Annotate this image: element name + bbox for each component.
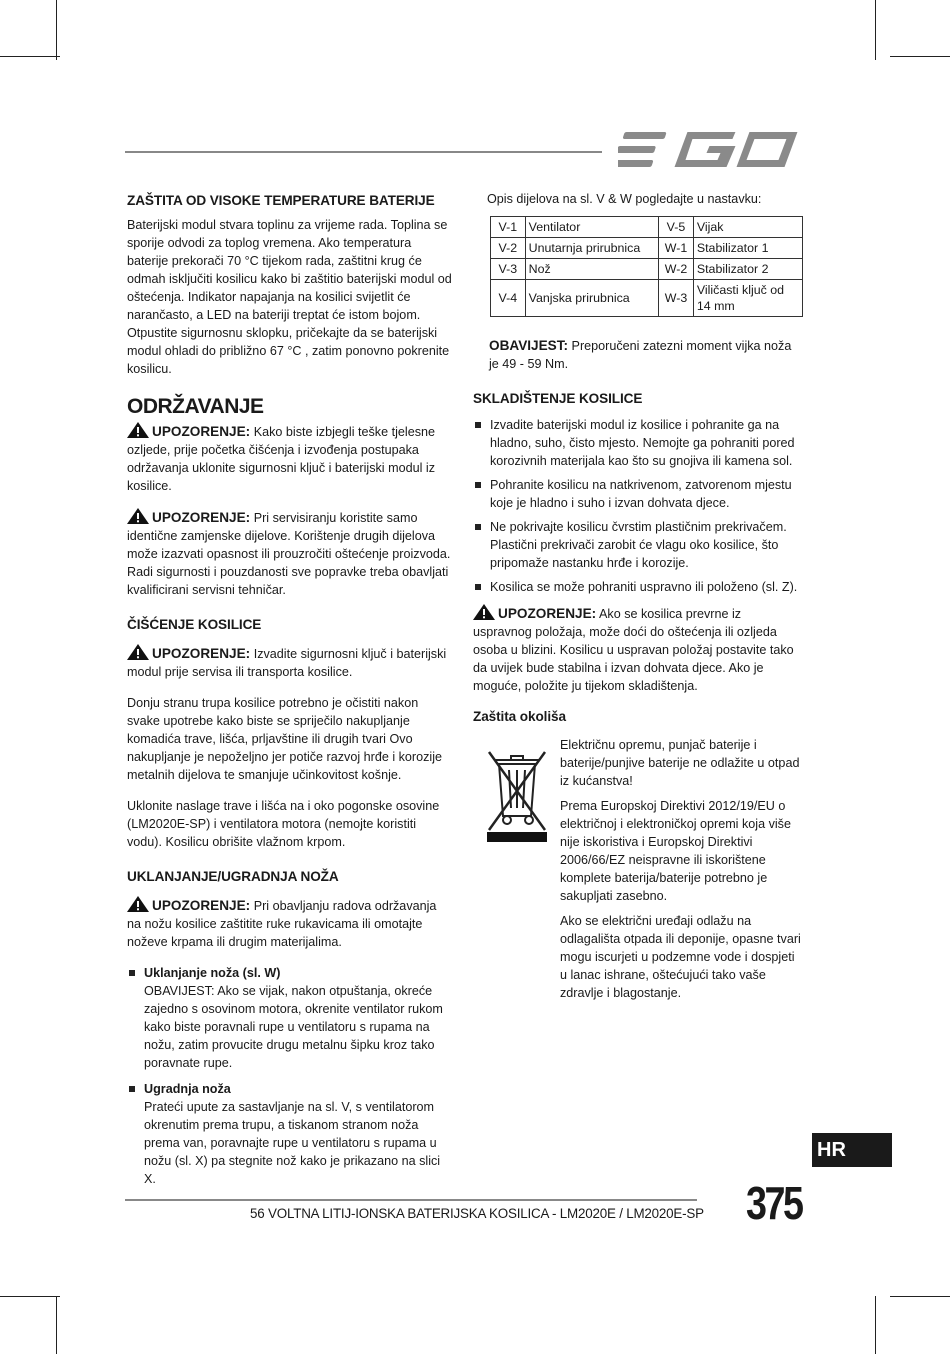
left-column <box>127 192 453 1196</box>
crop-mark <box>875 1296 876 1354</box>
section-title: ČIŠĆENJE KOSILICE <box>127 617 262 632</box>
crop-mark <box>0 1296 60 1297</box>
environment-text <box>560 736 805 1009</box>
table-cell: Viličasti ključ od 14 mm <box>693 280 802 317</box>
warning-icon <box>127 896 149 912</box>
table-cell: Vanjska prirubnica <box>525 280 658 317</box>
table-cell: W-2 <box>659 259 694 280</box>
table-cell: W-1 <box>659 238 694 259</box>
environment-block <box>473 736 803 1006</box>
notice-label: OBAVIJEST: <box>489 338 569 353</box>
warning-text: Ako se kosilica prevrne iz uspravnog položaja, može doći do oštećenja ili ozljeda osoba u blizini. Kosilicu u uspravan položaj postavite tako da uvijek bude stabilna i izvan dohvata djece. Ako je moguće, položite ju tijekom skladištenja. <box>473 607 794 693</box>
section-title: UKLANJANJE/UGRADNJA NOŽA <box>127 869 339 884</box>
table-cell: V-2 <box>491 238 526 259</box>
table-cell: V-5 <box>659 217 694 238</box>
crop-mark <box>890 1296 950 1297</box>
list-item: Izvadite baterijski modul iz kosilice i pohranite ga na hladno, suho, čisto mjesto. Nemojte ga pohraniti pored korozivnih materijala kao što su gnojiva ili kamena sol. <box>473 416 803 470</box>
warning-text: Kako biste izbjegli teške tjelesne ozljede, prije početka čišćenja i izvođenja postupaka održavanja uklonite sigurnosni ključ i baterijski modul iz kosilice. <box>127 425 436 493</box>
header-rule <box>125 151 602 153</box>
step-heading: Ugradnja noža <box>144 1082 231 1096</box>
paragraph: Uklonite naslage trave i lišća na i oko pogonske osovine (LM2020E-SP) i ventilatora motora (nemojte koristiti vodu). Kosilicu obrišite vlažnom krpom. <box>127 799 440 849</box>
paragraph: Baterijski modul stvara toplinu za vrijeme rada. Toplina se sporije odvodi za toplog vremena. Ako temperatura baterije prekorači 70 °C tijekom rada, zaštitni krug će odmah isključiti kosilicu kako bi zaštitio baterijski modul od oštećenja. Indikator napajanja na kosilici svijetlit će narančasto, a LED na bateriji treptat će istom bojom. Otpustite sigurnosnu sklopku, pričekajte da se baterijski modul ohladi do približno 67 °C , zatim ponovno pokrenite kosilicu. <box>127 218 452 376</box>
section-heading: ODRŽAVANJE <box>127 395 264 418</box>
ego-logo <box>618 128 800 172</box>
warning-paragraph <box>127 508 453 599</box>
paragraph: Donju stranu trupa kosilice potrebno je očistiti nakon svake upotrebe kako biste se spriječilo nakupljanje komadića trave, lišća, prljavštine ili drugih tvari Ovo nakupljanje je nepoželjno jer potiče razvoj hrđe i korozije metalnih dijelova te smanjuje učinkovitost košnje. <box>127 696 443 782</box>
table-cell: V-4 <box>491 280 526 317</box>
warning-paragraph <box>473 604 803 695</box>
crop-mark <box>56 1296 57 1354</box>
table-row <box>491 259 803 280</box>
section-title: Zaštita okoliša <box>473 709 566 724</box>
warning-icon <box>127 422 149 438</box>
list-item <box>127 1080 453 1188</box>
notice-paragraph <box>473 337 803 373</box>
page-number: 375 <box>746 1177 802 1229</box>
warning-label: UPOZORENJE: <box>152 424 251 439</box>
table-cell: Nož <box>525 259 658 280</box>
table-cell: V-3 <box>491 259 526 280</box>
table-cell: V-1 <box>491 217 526 238</box>
language-badge: HR <box>812 1133 892 1167</box>
section-title: SKLADIŠTENJE KOSILICE <box>473 391 643 406</box>
warning-icon <box>127 508 149 524</box>
table-cell: Vijak <box>693 217 802 238</box>
crop-mark <box>875 0 876 60</box>
warning-label: UPOZORENJE: <box>152 510 251 525</box>
crop-mark <box>0 56 60 57</box>
warning-icon <box>127 644 149 660</box>
warning-label: UPOZORENJE: <box>152 898 251 913</box>
footer-rule <box>125 1199 697 1201</box>
right-column <box>473 190 803 1006</box>
step-text: Prateći upute za sastavljanje na sl. V, s ventilatorom okrenutim prema trupu, a tiskanom stranom noža prema van, poravnajte rupe u ventilatoru s rupama u nožu (sl. X) pa stegnite nož kako je prikazano na slici X. <box>144 1100 441 1186</box>
warning-text: Pri obavljanju radova održavanja na nožu kosilice zaštitite ruke rukavicama ili omotajte noževe krpama ili drugim materijalima. <box>127 899 437 949</box>
step-text: OBAVIJEST: Ako se vijak, nakon otpuštanja, okreće zajedno s osovinom motora, okrenite ventilator rukom kako biste poravnali rupe u ventilatoru s rupama na nožu, zatim provucite drugu metalnu šipku kroz tako poravnate rupe. <box>144 984 443 1070</box>
paragraph: Prema Europskoj Direktivi 2012/19/EU o električnoj i elektroničkoj opremi koja više nije iskoristiva i Europskoj Direktivi 2006/66/EZ neispravne ili iskorištene komplete baterija/baterije potrebno je sakupljati zasebno. <box>560 799 791 903</box>
step-heading: Uklanjanje noža (sl. W) <box>144 966 281 980</box>
table-cell: Unutarnja prirubnica <box>525 238 658 259</box>
warning-paragraph <box>127 644 453 681</box>
notice-text: Preporučeni zatezni moment vijka noža je 49 - 59 Nm. <box>489 339 792 371</box>
warning-label: UPOZORENJE: <box>498 606 597 621</box>
warning-label: UPOZORENJE: <box>152 646 251 661</box>
crossed-out-bin-icon <box>485 746 549 842</box>
table-cell: Stabilizator 2 <box>693 259 802 280</box>
crop-mark <box>56 0 57 60</box>
storage-list <box>473 416 803 596</box>
table-row <box>491 217 803 238</box>
parts-intro: Opis dijelova na sl. V & W pogledajte u nastavku: <box>487 192 762 206</box>
footer-product-title: 56 VOLTNA LITIJ-IONSKA BATERIJSKA KOSILICA - LM2020E / LM2020E-SP <box>250 1206 704 1221</box>
paragraph: Ako se električni uređaji odlažu na odlagališta otpada ili deponije, opasne tvari mogu iscurjeti u podzemne vode i dospjeti u lanac ishrane, oštećujući tako vaše zdravlje i blagostanje. <box>560 914 801 1000</box>
list-item: Pohranite kosilicu na natkrivenom, zatvorenom mjestu koje je hladno i suho i izvan dohvata djece. <box>473 476 803 512</box>
list-item <box>127 964 453 1072</box>
warning-icon <box>473 604 495 620</box>
parts-table <box>490 216 803 317</box>
list-item: Kosilica se može pohraniti uspravno ili položeno (sl. Z). <box>473 578 803 596</box>
crop-mark <box>890 56 950 57</box>
table-cell: W-3 <box>659 280 694 317</box>
warning-paragraph <box>127 896 453 951</box>
paragraph: Električnu opremu, punjač baterije i baterije/punjive baterije ne odlažite u otpad iz kućanstva! <box>560 738 800 788</box>
table-row <box>491 280 803 317</box>
warning-paragraph <box>127 422 453 495</box>
table-row <box>491 238 803 259</box>
list-item: Ne pokrivajte kosilicu čvrstim plastičnim prekrivačem. Plastični prekrivači zarobit će vlagu oko kosilice, što pripomaže nastanku hrđe i korozije. <box>473 518 803 572</box>
table-cell: Stabilizator 1 <box>693 238 802 259</box>
table-cell: Ventilator <box>525 217 658 238</box>
section-title: ZAŠTITA OD VISOKE TEMPERATURE BATERIJE <box>127 193 435 208</box>
warning-text: Pri servisiranju koristite samo identične zamjenske dijelove. Korištenje drugih dijelova može izazvati opasnost ili prouzročiti oštećenje proizvoda. Radi sigurnosti i pouzdanosti sve popravke treba obavljati kvalificirani servisni tehničar. <box>127 511 451 597</box>
warning-text: Izvadite sigurnosni ključ i baterijski modul prije servisa ili transporta kosilice. <box>127 647 447 679</box>
blade-steps-list <box>127 964 453 1188</box>
